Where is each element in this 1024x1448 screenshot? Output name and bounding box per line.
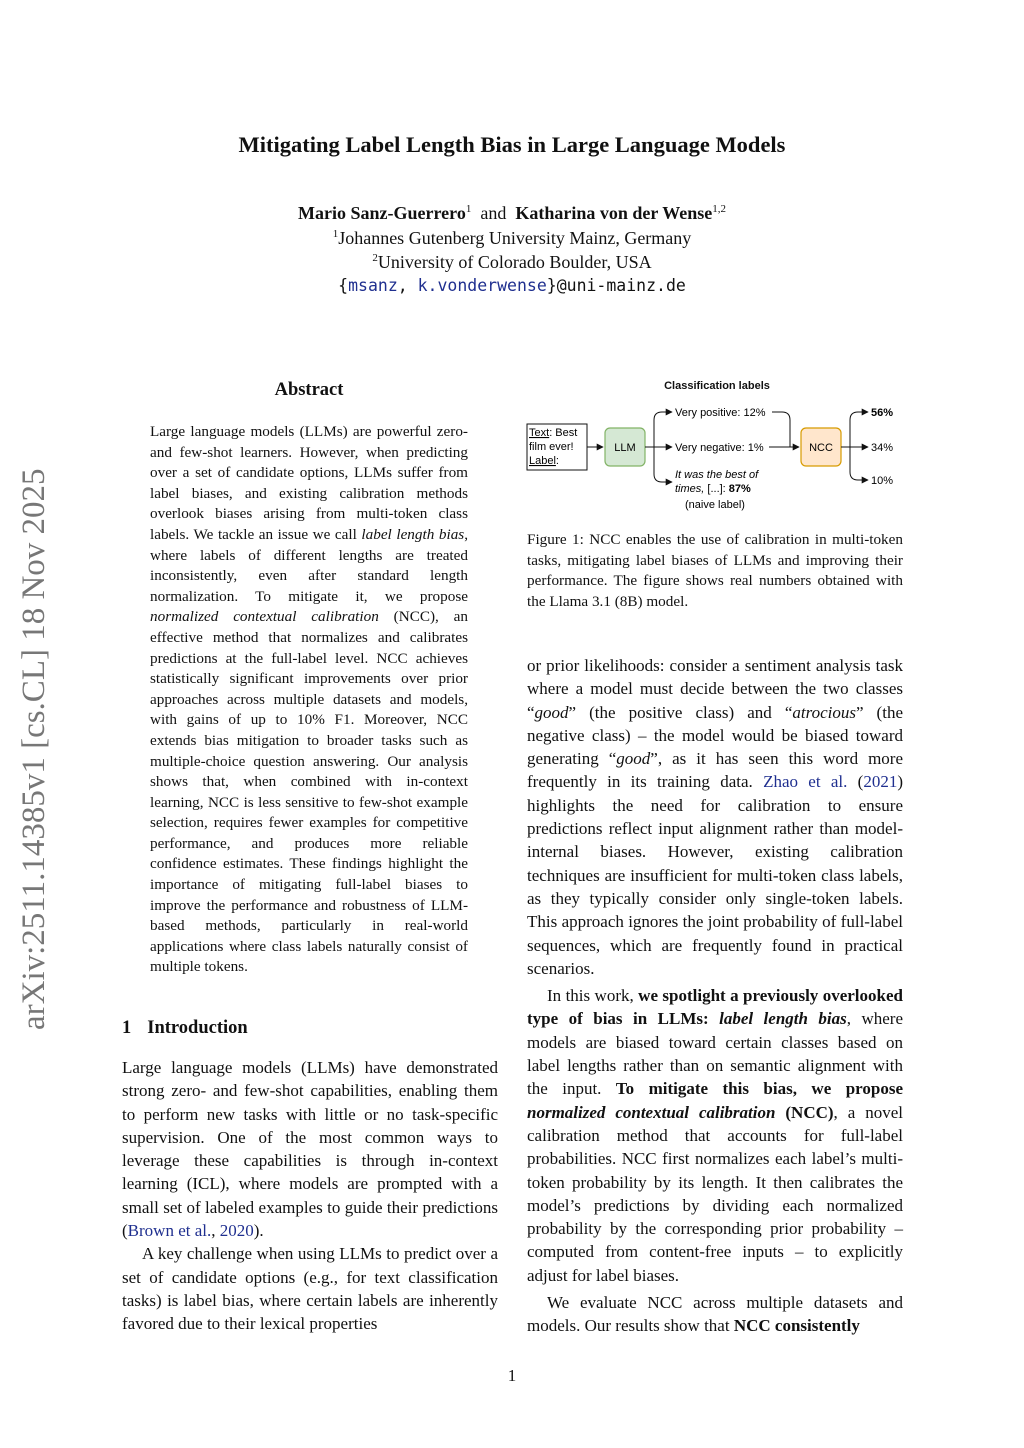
affiliation-marker: 1 xyxy=(332,228,339,240)
output-1: 56% xyxy=(871,407,894,419)
emphasis: normalized contextual calibration xyxy=(527,1102,776,1122)
affiliation xyxy=(0,252,1024,273)
section-title: Introduction xyxy=(147,1018,248,1038)
affiliation-marker: 1,2 xyxy=(712,203,726,215)
output-2: 34% xyxy=(871,442,894,454)
abstract-text: , where labels of different lengths are treated inconsistently, even after standard length normalization. To mitigate it, we propose xyxy=(150,525,468,605)
paragraph-text: ). xyxy=(253,1221,264,1241)
emphasis: NCC consistently xyxy=(733,1316,860,1336)
author-line xyxy=(0,203,1024,224)
input-text: Text: Best xyxy=(529,427,578,439)
arrow-icon xyxy=(654,412,672,447)
figure-diagram xyxy=(524,376,910,516)
input-label: Label: xyxy=(529,455,559,467)
label-positive: Very positive: 12% xyxy=(675,407,766,419)
emphasis: label length bias xyxy=(719,1009,847,1029)
paragraph: or prior likelihoods: consider a sentiment analysis task where a model must decide between the two classes “good” (the positive class) and “atrocious” (the negative class) – the model would be biased toward generating “good”, as it has seen this word more frequently in its training data. Zhao et al. (2021) highlights the need for calibration to ensure predictions reflect input alignment rather than model-internal biases. However, existing calibration techniques are insufficient for multi-token class labels, as they typically consider only single-token labels. This approach ignores the joint probability of full-label sequences, which are frequently found in practical scenarios. xyxy=(527,656,904,978)
abstract-text: (NCC), an effective method that normalizes and calibrates predictions at the full-label level. NCC achieves statistically significant improvements over prior approaches across multiple datasets and models, with gains of up to 10% F1. Moreover, NCC extends bias mitigation to broader tasks such as multiple-choice question answering. Our analysis shows that, when combined with in-context learning, NCC is less sensitive to few-shot example selection, requires fewer examples for competitive performance, and produces more reliable confidence estimates. These findings highlight the importance of mitigating full-label biases to improve the performance and robustness of LLM-based methods, particularly in real-world applications where class labels naturally consist of multiple tokens. xyxy=(150,608,468,976)
llm-label: LLM xyxy=(614,442,636,454)
paragraph xyxy=(527,1291,903,1338)
abstract-body xyxy=(150,422,468,978)
intro-body-right xyxy=(527,654,903,1338)
affiliation-marker: 1 xyxy=(465,203,472,215)
label-naive-line1: It was the best of xyxy=(675,469,759,481)
paper-title: Mitigating Label Length Bias in Large Language Models xyxy=(238,132,786,157)
paragraph-text: In this work, xyxy=(547,986,639,1006)
example-word: atrocious xyxy=(792,702,856,722)
paragraph-text: highlights the need for calibration to ensure predictions reflect input alignment rather than model-internal biases. However, existing calibration techniques are insufficient for multi-token class labels, as they typically consider only single-token labels. This approach ignores the joint probability of full-label sequences, which are frequently found in practical scenarios. xyxy=(527,795,903,978)
arrow-icon xyxy=(654,447,672,482)
arxiv-identifier: arXiv:2511.14385v1 [cs.CL] 18 Nov 2025 xyxy=(16,468,52,1030)
author-emails xyxy=(0,276,1024,295)
section-number: 1 xyxy=(122,1018,132,1038)
arrow-icon xyxy=(850,447,868,480)
email-domain: }@uni-mainz.de xyxy=(546,276,686,295)
affiliation xyxy=(0,228,1024,249)
label-negative: Very negative: 1% xyxy=(675,442,764,454)
label-naive-line2: times, [...]: 87% xyxy=(675,483,751,495)
arrow-icon xyxy=(850,412,868,447)
example-word: good xyxy=(534,702,569,722)
emphasis: (NCC) xyxy=(775,1102,834,1122)
figure-caption: Figure 1: NCC enables the use of calibration in multi-token tasks, mitigating label biases of LLMs and improving their performance. The figure shows real numbers obtained with the Llama 3.1 (8B) model. xyxy=(527,531,903,610)
email-brace: { xyxy=(338,276,349,295)
paragraph-text: , a novel calibration method that accounts for full-label probabilities. NCC first normalizes each label’s multi-token probability by its length. It then calibrates the model’s predictions by dividing each normalized probability by the corresponding prior probability – computed from content-free inputs – to explicitly adjust for label biases. xyxy=(527,1102,903,1285)
abstract-heading: Abstract xyxy=(274,380,344,400)
paragraph-text: or prior likelihoods: consider a sentiment analysis task where a model must decide between the two classes “ xyxy=(527,656,903,722)
citation-link[interactable]: 2021 xyxy=(863,772,898,792)
paragraph-text: ” (the positive class) and “ xyxy=(568,702,793,722)
abstract-term: normalized contextual calibration xyxy=(150,608,379,626)
emphasis: To mitigate this bias, we propose xyxy=(615,1079,904,1099)
emphasis: we spotlight a previously overlooked type of bias in LLMs: xyxy=(527,986,903,1029)
output-3: 10% xyxy=(871,475,894,487)
paragraph-text: We evaluate NCC across multiple datasets and models. Our results show that xyxy=(527,1293,903,1336)
paragraph xyxy=(527,984,903,1287)
author-name: Mario Sanz-Guerrero xyxy=(298,203,466,223)
email-link[interactable]: msanz xyxy=(348,276,398,295)
ncc-label: NCC xyxy=(809,442,833,454)
author-conjunction: and xyxy=(480,203,507,223)
page-number: 1 xyxy=(507,1366,517,1385)
figure-title: Classification labels xyxy=(664,380,770,392)
abstract-term: label length bias xyxy=(361,525,465,543)
connector-line xyxy=(772,412,790,447)
paragraph-text: Large language models (LLMs) have demonstrated strong zero- and few-shot capabilities, enabling them to perform new tasks with little or no task-specific supervision. One of the most common ways to leverage these capabilities is through in-context learning (ICL), where models are prompted with a small set of labeled examples to guide their predictions ( xyxy=(122,1058,498,1241)
abstract-text: Large language models (LLMs) are powerful zero- and few-shot learners. However, when predicting over a set of candidate options, LLMs suffer from label biases, and existing calibration methods overlook biases arising from multi-token class labels. We tackle an issue we call xyxy=(150,423,468,543)
paragraph-text: ”, as it has seen this word more frequently in its training data. xyxy=(527,749,903,792)
paragraph-text: ” (the negative class) – the model would be biased toward generating “ xyxy=(527,702,903,769)
section-heading xyxy=(122,1018,248,1039)
paragraph-text: , where models are biased toward certain classes based on label lengths rather than on semantic alignment with the input. xyxy=(527,1009,904,1099)
citation-link[interactable]: 2020 xyxy=(219,1221,254,1241)
intro-body xyxy=(122,1056,498,1336)
affiliation-text: University of Colorado Boulder, USA xyxy=(377,252,652,272)
affiliation-text: Johannes Gutenberg University Mainz, Germany xyxy=(338,228,692,248)
email-separator: , xyxy=(397,276,418,295)
paragraph: Large language models (LLMs) have demonstrated strong zero- and few-shot capabilities, enabling them to perform new tasks with little or no task-specific supervision. One of the most common ways to leverage these capabilities is through in-context learning (ICL), where models are prompted with a small set of labeled examples to guide their predictions (Brown et al., 2020). xyxy=(122,1058,498,1241)
example-word: good xyxy=(616,749,651,769)
citation-link[interactable]: Brown et al. xyxy=(127,1221,212,1241)
citation-link[interactable]: Zhao et al. xyxy=(763,772,848,792)
affiliation-marker: 2 xyxy=(372,252,378,264)
email-link[interactable]: k.vonderwense xyxy=(417,276,547,295)
input-text-line2: film ever! xyxy=(529,441,574,453)
author-name: Katharina von der Wense xyxy=(515,203,713,223)
label-naive-note: (naive label) xyxy=(685,499,745,511)
paragraph: A key challenge when using LLMs to predict over a set of candidate options (e.g., for text classification tasks) is label bias, where certain labels are inherently favored due to their lexical properties xyxy=(122,1244,498,1334)
